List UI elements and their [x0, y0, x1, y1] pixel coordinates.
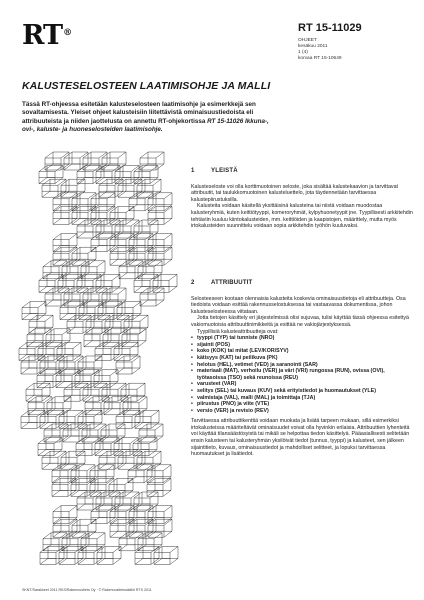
- furniture-box: [39, 166, 63, 184]
- furniture-box: [90, 465, 114, 483]
- furniture-box: [40, 356, 64, 374]
- document-number: RT 15-11029: [298, 22, 362, 34]
- furniture-box: [52, 465, 76, 483]
- section-heading: [191, 168, 413, 175]
- furniture-box: [95, 342, 119, 360]
- furniture-box: [97, 546, 121, 564]
- paragraph: Tyypillisiä kalusteattribuutteja ovat:: [197, 328, 279, 335]
- furniture-box: [101, 424, 125, 442]
- furniture-box: [116, 356, 140, 374]
- section-body: [191, 184, 413, 230]
- furniture-box: [110, 206, 134, 224]
- furniture-box: [83, 152, 107, 170]
- furniture-box: [147, 478, 171, 496]
- furniture-box: [64, 383, 88, 401]
- furniture-box: [26, 383, 50, 401]
- furniture-box: [114, 342, 138, 360]
- page-footer: SKNT/Sarakkeet 2011 RKS/Rakennustieto Oy · © Rakennustietosäätiö RTS 2011: [22, 588, 152, 592]
- furniture-box: [52, 478, 76, 496]
- document-meta: [298, 38, 342, 62]
- furniture-box: [122, 329, 146, 347]
- furniture-box: [91, 506, 115, 524]
- furniture-box: [154, 546, 178, 564]
- furniture-box: [59, 356, 83, 374]
- meta-line: OHJEET: [298, 38, 317, 43]
- furniture-box: [110, 519, 134, 537]
- furniture-box: [102, 383, 126, 401]
- furniture-box: [71, 465, 95, 483]
- section-heading: [191, 280, 413, 287]
- furniture-box: [77, 166, 101, 184]
- furniture-box: [61, 451, 85, 469]
- furniture-box: [85, 397, 109, 415]
- furniture-box: [53, 206, 77, 224]
- rt-logo: [22, 22, 71, 49]
- furniture-box: [78, 546, 102, 564]
- furniture-box: [78, 356, 102, 374]
- furniture-box: [115, 166, 139, 184]
- section-body: [191, 296, 413, 458]
- section-number: 1: [191, 168, 195, 174]
- furniture-box: [72, 206, 96, 224]
- section-title: ATTRIBUUTIT: [211, 280, 253, 286]
- furniture-box: [40, 546, 64, 564]
- paragraph: Jotta tietojen käsittely eri järjestelmissä olisi sujuvaa, tulisi käyttää tässä ohjeessa esitettyä vakiomuotoisia attribuuttinimikkeitä ja esittää ne vakiojärjestyksessä.: [191, 315, 409, 328]
- paragraph: Kalusteseloste voi olla korttimuotoinen seloste, joka sisältää kalustekaavion ja tarvittavat attribuutit, tai taulukkomuotoinen kalusteluettelo, jota täydennetään tarvittaessa kalustepiirustuksilla.: [191, 183, 398, 203]
- furniture-box: [19, 342, 43, 360]
- furniture-box: [148, 234, 172, 252]
- furniture-box: [137, 179, 161, 197]
- section-yleista: [191, 168, 413, 230]
- furniture-box: [46, 329, 70, 347]
- furniture-box: [148, 206, 172, 224]
- furniture-box: [83, 383, 107, 401]
- list-item: • materiaali (MAT), verhoilu (VER) ja väri (VRI) rungossa (RUN), ovissa (OVI), työtasoissa (TSO) sekä reunoissa (REU): [191, 368, 413, 381]
- intro-paragraph: [22, 101, 272, 134]
- furniture-box: [61, 179, 85, 197]
- furniture-box: [28, 397, 52, 415]
- furniture-box: [134, 220, 158, 238]
- furniture-box: [96, 220, 120, 238]
- furniture-box: [110, 247, 134, 265]
- furniture-box: [148, 506, 172, 524]
- furniture-box: [91, 206, 115, 224]
- intro-text: Tässä RT-ohjeessa esitetään kalusteselosteen laatimisohje ja esimerkkejä sen sovaltamisesta. Yleiset ohjeet kalusteisiin liitettävistä ominaisuustiedoista eli attribuuteista ja niiden jaottelusta on annettu RT-ohjekortissa: [22, 101, 256, 125]
- furniture-box: [104, 397, 128, 415]
- furniture-box: [118, 179, 142, 197]
- furniture-box: [42, 179, 66, 197]
- registered-mark: ®: [63, 28, 72, 38]
- list-item: • kätisyys (KAT) tai peilikuva (PK): [191, 355, 413, 362]
- furniture-box: [81, 533, 105, 551]
- list-item: • tyyppi (TYP) tai tunniste (NRO): [191, 335, 413, 342]
- meta-line: kesäkuu 2011: [298, 44, 328, 49]
- furniture-box: [96, 166, 120, 184]
- furniture-box: [129, 234, 153, 252]
- list-item: • sijainti (POS): [191, 342, 413, 349]
- furniture-box: [56, 370, 80, 388]
- attribute-list: [191, 335, 413, 414]
- list-item: • versio (VER) ja revisio (REV): [191, 408, 413, 415]
- rt-logo-text: RT: [22, 20, 63, 51]
- furniture-box: [147, 465, 171, 483]
- furniture-box: [45, 152, 69, 170]
- furniture-box: [21, 356, 45, 374]
- furniture-box: [134, 166, 158, 184]
- furniture-box: [102, 152, 126, 170]
- furniture-box: [121, 383, 145, 401]
- furniture-box: [129, 506, 153, 524]
- paragraph: Tarvittaessa attribuuttikenttiä voidaan muokata ja lisätä tarpeen mukaan, sillä esimerkiksi irtokalusteissa määriteltävät ominaisuudet voivat olla hyvinkin erilaisia. Attribuuttien lyhenteitä voi käyttää tilansäästösyistä tai mikäli se helpottaa tiedon käsittelyä. Pääasiallisesti selitetään ensin kalusteen tai kalusteryhmän yksilöivät tiedot (tunnus, tyyppi) ja kalusteet, sen jälkeen sijaintitieto, kuvaus, ominaisuustiedot ja mahdolliset selitteet, ja lopuksi tarvittaessa huomautukset ja lisätiedot.: [191, 418, 410, 458]
- furniture-box: [94, 370, 118, 388]
- furniture-box: [129, 193, 153, 211]
- furniture-box: [47, 397, 71, 415]
- furniture-box: [22, 302, 46, 320]
- furniture-box: [99, 179, 123, 197]
- list-item: • helotus (HEL), vetimet (VED) ja saranointi (SAR): [191, 362, 413, 369]
- meta-line: 1 (4): [298, 50, 308, 55]
- page-title: KALUSTESELOSTEEN LAATIMISOHJE JA MALLI: [22, 80, 271, 92]
- furniture-box: [110, 506, 134, 524]
- furniture-box: [53, 193, 77, 211]
- list-item: • koko (KOK) tai mitat (LEV/KOR/SYV): [191, 348, 413, 355]
- list-item: • valmistaja (VAL), malli (MAL) ja toimittaja (TJA): [191, 395, 413, 402]
- furniture-box: [27, 329, 51, 347]
- furniture-box: [148, 193, 172, 211]
- list-item: • selitys (SEL) tai kuvaus (KUV) sekä erityistiedot ja huomautukset (YLE): [191, 388, 413, 395]
- furniture-box: [72, 193, 96, 211]
- paragraph: Selosteeseen kootaan olennaisia kalusteita koskevia ominaisuustietoja eli attribuutteja. Osa tiedoista voidaan esittää rakennusselostuksessa tai vastaavassa dokumentissa, johon kalusteselosteessa viitataan.: [191, 295, 406, 315]
- furniture-box: [135, 546, 159, 564]
- furniture-box: [53, 234, 77, 252]
- meta-line: korvaa RT 15-10649: [298, 56, 342, 61]
- furniture-box: [91, 193, 115, 211]
- furniture-box: [21, 410, 45, 428]
- paragraph: Kalusteita voidaan käsitellä yksittäisinä kalusteina tai niistä voidaan muodostaa kalusteryhmiä, kuten keittiötyyppi, komeroryhmät, kylpyhuonetyypit jne. Tyypillisesti arkkitehdin tehtäviin kuuluu kiintokalusteiden, mm. keittiöiden ja kaapistojen, määrittely, mutta myös irtokalusteiden suunnittelu voidaan sopia arkkitehdin työhön kuuluvaksi.: [191, 203, 413, 230]
- furniture-box: [75, 370, 99, 388]
- furniture-box: [38, 342, 62, 360]
- section-attribuutit: [191, 280, 413, 458]
- furniture-box: [59, 546, 83, 564]
- furniture-box: [134, 492, 158, 510]
- section-title: YLEISTÄ: [211, 168, 238, 174]
- furniture-box: [110, 234, 134, 252]
- furniture-box: [77, 220, 101, 238]
- furniture-box: [140, 152, 164, 170]
- furniture-box: [57, 342, 81, 360]
- furniture-box: [116, 410, 140, 428]
- furniture-box: [64, 152, 88, 170]
- furniture-box: [103, 329, 127, 347]
- section-number: 2: [191, 280, 195, 286]
- furniture-box: [53, 506, 77, 524]
- list-item: • varusteet (VAR): [191, 381, 413, 388]
- furniture-box: [37, 370, 61, 388]
- furniture-wireframe-drawing: [18, 150, 180, 570]
- list-item: • piirustus (PNO) ja viite (VTE): [191, 401, 413, 408]
- furniture-box: [128, 465, 152, 483]
- furniture-box: [91, 234, 115, 252]
- furniture-box: [84, 329, 108, 347]
- furniture-box: [115, 220, 139, 238]
- furniture-box: [123, 397, 147, 415]
- furniture-box: [76, 438, 100, 456]
- intro-reference: RT 15-11026 Ikkuna-, ovi-, kaluste- ja huoneselosteiden laatimisohje.: [22, 117, 269, 133]
